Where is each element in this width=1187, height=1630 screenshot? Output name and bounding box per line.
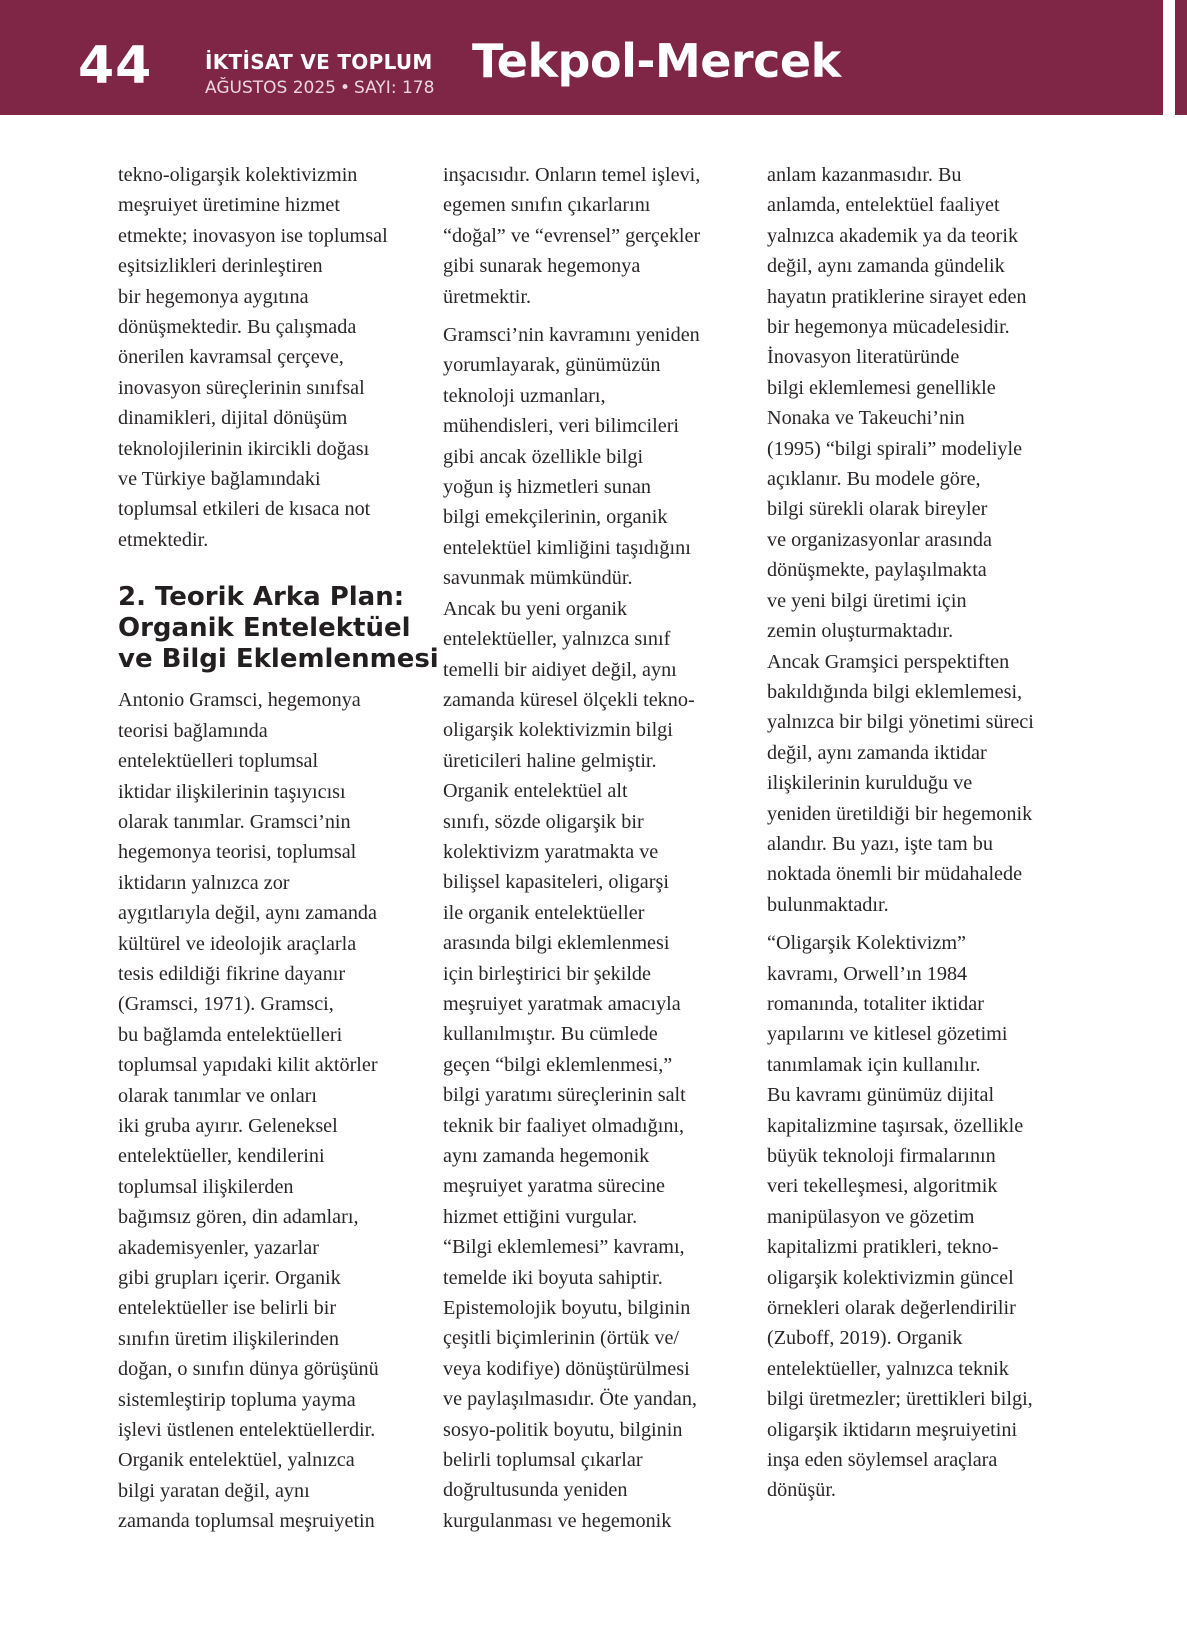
text-line: Ancak bu yeni organik	[443, 597, 628, 620]
text-line: etmekte; inovasyon ise toplumsal	[118, 224, 388, 247]
text-line: mühendisleri, veri bilimcileri	[443, 415, 680, 438]
text-line: “Oligarşik Kolektivizm”	[767, 932, 967, 955]
text-line: tekno-oligarşik kolektivizmin	[118, 164, 358, 186]
text-line: toplumsal ilişkilerden	[118, 1175, 294, 1198]
text-line: eşitsizlikleri derinleştiren	[118, 255, 323, 278]
text-line: Gramsci’nin kavramını yeniden	[443, 324, 700, 347]
text-line: ve paylaşılmasıdır. Öte yandan,	[443, 1388, 697, 1411]
text-line: yorumlayarak, günümüzün	[443, 354, 661, 377]
text-line: ilişkilerinin kurulduğu ve	[767, 772, 973, 795]
text-line: aygıtlarıyla değil, aynı zamanda	[118, 902, 377, 925]
text-line: bir hegemonya mücadelesidir.	[767, 316, 1010, 339]
text-line: yeniden üretildiği bir hegemonik	[767, 802, 1033, 825]
text-line: “doğal” ve “evrensel” gerçekler	[443, 224, 701, 247]
text-line: zemin oluşturmaktadır.	[767, 620, 954, 643]
text-line: iki gruba ayırır. Geleneksel	[118, 1114, 338, 1137]
text-line: etmektedir.	[118, 528, 209, 551]
text-line: alandır. Bu yazı, işte tam bu	[767, 832, 993, 855]
text-line: kullanılmıştır. Bu cümlede	[443, 1023, 658, 1046]
text-column-2	[443, 160, 753, 1536]
text-line: teknolojilerinin ikircikli doğası	[118, 437, 370, 460]
text-line: bilgi üretmezler; ürettikleri bilgi,	[767, 1388, 1033, 1411]
text-line: bağımsız gören, din adamları,	[118, 1206, 359, 1229]
text-line: zamanda toplumsal meşruiyetin	[118, 1510, 375, 1533]
text-line: açıklanır. Bu modele göre,	[767, 468, 981, 491]
text-line: ve Türkiye bağlamındaki	[118, 468, 321, 491]
text-line: temelli bir aidiyet değil, aynı	[443, 658, 677, 681]
text-line: kapitalizmi pratikleri, tekno-	[767, 1236, 999, 1259]
text-line: anlamda, entelektüel faaliyet	[767, 194, 1000, 217]
text-line: meşruiyet yaratma sürecine	[443, 1175, 665, 1198]
text-line: tanımlamak için kullanılır.	[767, 1053, 981, 1076]
text-line: kapitalizmine taşırsak, özellikle	[767, 1114, 1024, 1137]
text-line: inşacısıdır. Onların temel işlevi,	[443, 164, 701, 186]
text-line: ve yeni bilgi üretimi için	[767, 589, 967, 612]
paragraph	[118, 160, 428, 555]
section-title: Tekpol-Mercek	[472, 34, 841, 88]
text-line: değil, aynı zamanda gündelik	[767, 255, 1005, 278]
text-line: çeşitli biçimlerinin (örtük ve/	[443, 1327, 680, 1350]
text-line: Organik entelektüel, yalnızca	[118, 1449, 355, 1472]
text-line: Ancak Gramşici perspektiften	[767, 650, 1010, 673]
text-line: Organik Entelektüel	[118, 613, 411, 644]
text-line: olarak tanımlar. Gramsci’nin	[118, 810, 351, 833]
text-line: (1995) “bilgi spirali” modeliyle	[767, 437, 1023, 460]
text-line: dönüşmekte, paylaşılmakta	[767, 559, 987, 582]
text-line: olarak tanımlar ve onları	[118, 1084, 317, 1107]
text-line: sınıfı, sözde oligarşik bir	[443, 810, 644, 833]
text-line: Bu kavramı günümüz dijital	[767, 1084, 995, 1107]
text-line: hegemonya teorisi, toplumsal	[118, 841, 357, 864]
text-line: dönüşür.	[767, 1479, 836, 1502]
text-line: kurgulanması ve hegemonik	[443, 1509, 672, 1532]
text-line: Organik entelektüel alt	[443, 780, 628, 803]
issue-number: SAYI: 178	[354, 78, 435, 98]
text-column-1	[118, 160, 439, 1537]
text-line: zamanda küresel ölçekli tekno-	[443, 688, 695, 711]
text-line: bu bağlamda entelektüelleri	[118, 1023, 343, 1046]
text-line: sistemleştirip topluma yayma	[118, 1388, 356, 1411]
text-line: gibi grupları içerir. Organik	[118, 1267, 341, 1289]
text-line: bakıldığında bilgi eklemlemesi,	[767, 680, 1023, 703]
text-line: sosyo-politik boyutu, bilginin	[443, 1418, 683, 1441]
text-line: geçen “bilgi eklemlenmesi,”	[443, 1053, 673, 1076]
text-line: doğrultusunda yeniden	[443, 1479, 628, 1502]
text-line: dönüşmektedir. Bu çalışmada	[118, 316, 357, 339]
text-line: yalnızca bir bilgi yönetimi süreci	[767, 711, 1034, 734]
text-line: büyük teknoloji firmalarının	[767, 1145, 996, 1167]
text-line: (Gramsci, 1971). Gramsci,	[118, 993, 334, 1016]
text-line: iktidar ilişkilerinin taşıyıcısı	[118, 780, 346, 803]
text-line: gibi sunarak hegemonya	[443, 255, 641, 278]
text-line: entelektüelleri toplumsal	[118, 750, 319, 773]
text-line: entelektüeller, yalnızca sınıf	[443, 628, 671, 651]
text-line: meşruiyet üretimine hizmet	[118, 194, 340, 217]
text-line: romanında, totaliter iktidar	[767, 992, 984, 1015]
text-line: doğan, o sınıfın dünya görüşünü	[118, 1358, 379, 1381]
issue-date: AĞUSTOS 2025	[205, 78, 336, 98]
text-line: manipülasyon ve gözetim	[767, 1205, 975, 1228]
text-line: işlevi üstlenen entelektüellerdir.	[118, 1419, 376, 1442]
magazine-title: İKTİSAT VE TOPLUM	[205, 50, 433, 74]
section-heading	[118, 582, 439, 675]
text-line: sınıfın üretim ilişkilerinden	[118, 1327, 339, 1350]
text-line: (Zuboff, 2019). Organik	[767, 1327, 963, 1350]
issue-separator: •	[339, 78, 350, 98]
text-line: dinamikleri, dijital dönüşüm	[118, 407, 348, 430]
text-line: entelektüeller, yalnızca teknik	[767, 1357, 1009, 1380]
text-line: tesis edildiği fikrine dayanır	[118, 962, 346, 985]
text-line: teknoloji uzmanları,	[443, 384, 606, 407]
text-line: üretmektir.	[443, 285, 532, 308]
text-line: anlam kazanmasıdır. Bu	[767, 164, 962, 186]
text-line: belirli toplumsal çıkarlar	[443, 1449, 643, 1472]
page-number: 44	[78, 36, 153, 96]
text-line: teknik bir faaliyet olmadığını,	[443, 1114, 685, 1137]
text-line: oligarşik iktidarın meşruiyetini	[767, 1418, 1018, 1441]
text-line: yalnızca akademik ya da teorik	[767, 224, 1019, 247]
text-line: meşruiyet yaratmak amacıyla	[443, 992, 681, 1015]
text-line: entelektüeller ise belirli bir	[118, 1297, 337, 1320]
text-line: savunmak mümkündür.	[443, 567, 633, 590]
text-line: bilgi yaratımı süreçlerinin salt	[443, 1084, 686, 1107]
text-line: Antonio Gramsci, hegemonya	[118, 689, 361, 712]
text-line: veya kodifiye) dönüştürülmesi	[443, 1357, 690, 1380]
text-line: inovasyon süreçlerinin sınıfsal	[118, 376, 365, 399]
text-line: egemen sınıfın çıkarlarını	[443, 194, 651, 217]
text-column-3	[767, 160, 1077, 1506]
text-line: değil, aynı zamanda iktidar	[767, 741, 987, 764]
text-line: bir hegemonya aygıtına	[118, 285, 309, 308]
paragraph	[443, 320, 753, 1536]
text-line: oligarşik kolektivizmin bilgi	[443, 719, 673, 742]
text-line: ve Bilgi Eklemlenmesi	[118, 644, 439, 675]
paragraph	[118, 685, 428, 1536]
text-line: bilgi emekçilerinin, organik	[443, 506, 668, 529]
text-line: toplumsal yapıdaki kilit aktörler	[118, 1054, 378, 1077]
text-line: inşa eden söylemsel araçlara	[767, 1449, 998, 1472]
text-line: noktada önemli bir müdahalede	[767, 863, 1023, 886]
text-line: Epistemolojik boyutu, bilginin	[443, 1297, 691, 1320]
text-line: kavramı, Orwell’ın 1984	[767, 962, 968, 985]
text-line: entelektüel kimliğini taşıdığını	[443, 536, 691, 559]
text-line: bilgi yaratan değil, aynı	[118, 1479, 310, 1502]
text-line: aynı zamanda hegemonik	[443, 1145, 650, 1167]
paragraph	[443, 160, 753, 312]
text-line: iktidarın yalnızca zor	[118, 871, 290, 894]
text-line: hizmet ettiğini vurgular.	[443, 1205, 638, 1228]
paragraph	[767, 160, 1077, 920]
paragraph-gap	[767, 920, 1077, 928]
text-line: 2. Teorik Arka Plan:	[118, 582, 405, 613]
text-line: kolektivizm yaratmakta ve	[443, 840, 659, 863]
text-line: veri tekelleşmesi, algoritmik	[767, 1175, 998, 1198]
text-line: entelektüeller, kendilerini	[118, 1145, 325, 1168]
text-line: yoğun iş hizmetleri sunan	[443, 476, 652, 499]
text-line: bulunmaktadır.	[767, 893, 889, 916]
magazine-issue	[205, 80, 434, 97]
text-line: “Bilgi eklemlemesi” kavramı,	[443, 1236, 685, 1259]
text-line: örnekleri olarak değerlendirilir	[767, 1297, 1016, 1320]
text-line: bilgi eklemlemesi genellikle	[767, 376, 996, 399]
text-line: bilgi sürekli olarak bireyler	[767, 498, 988, 521]
text-line: akademisyenler, yazarlar	[118, 1236, 319, 1259]
text-line: yapılarını ve kitlesel gözetimi	[767, 1023, 1008, 1046]
text-line: gibi ancak özellikle bilgi	[443, 445, 644, 468]
text-line: bilişsel kapasiteleri, oligarşi	[443, 871, 669, 894]
text-line: ve organizasyonlar arasında	[767, 528, 992, 551]
text-line: ile organik entelektüeller	[443, 901, 645, 924]
text-line: toplumsal etkileri de kısaca not	[118, 498, 371, 521]
page-edge-strip	[1175, 0, 1187, 115]
text-line: üreticileri haline gelmiştir.	[443, 749, 657, 772]
text-line: teorisi bağlamında	[118, 719, 268, 742]
text-line: Nonaka ve Takeuchi’nin	[767, 407, 965, 430]
text-line: önerilen kavramsal çerçeve,	[118, 346, 344, 369]
paragraph	[767, 928, 1077, 1506]
text-line: oligarşik kolektivizmin güncel	[767, 1266, 1014, 1289]
text-line: için birleştirici bir şekilde	[443, 962, 651, 985]
text-line: hayatın pratiklerine sirayet eden	[767, 285, 1027, 308]
text-line: kültürel ve ideolojik araçlarla	[118, 932, 357, 955]
text-line: arasında bilgi eklemlenmesi	[443, 932, 670, 955]
paragraph-gap	[443, 312, 753, 320]
text-line: temelde iki boyuta sahiptir.	[443, 1266, 663, 1289]
text-line: İnovasyon literatüründe	[767, 346, 960, 369]
